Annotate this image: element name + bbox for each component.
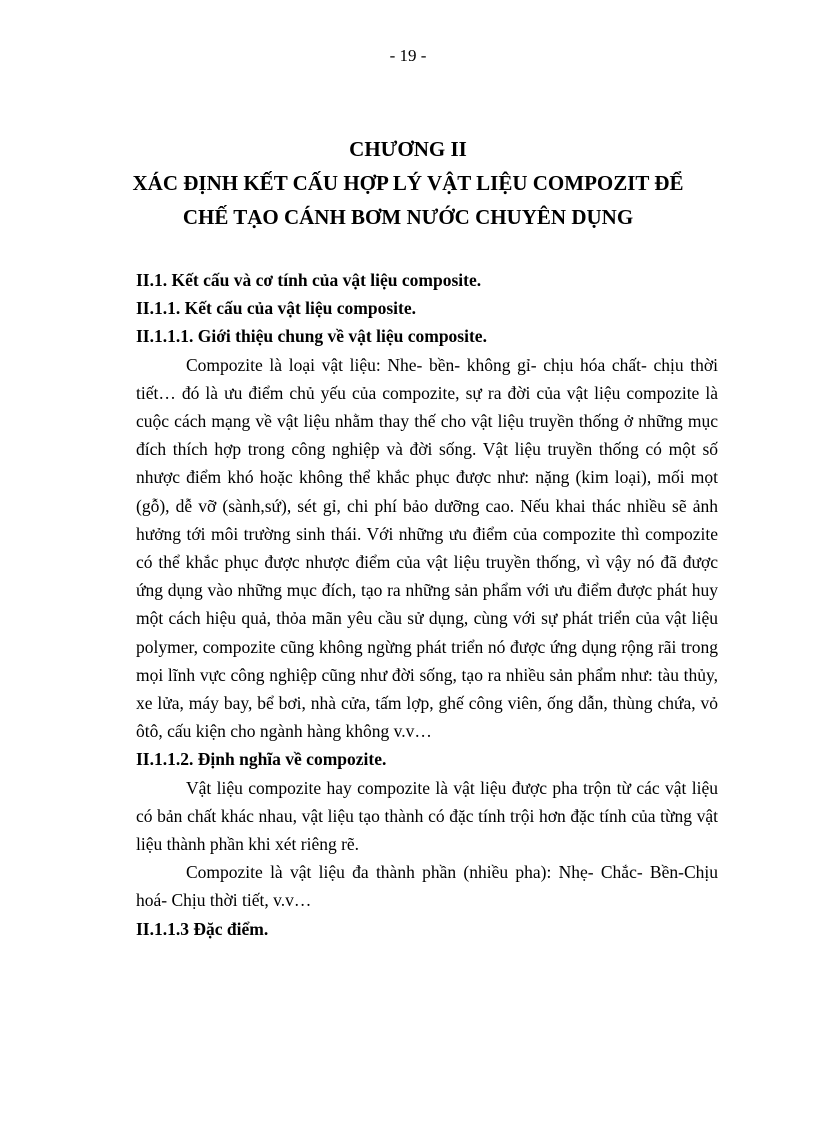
chapter-title-line-2: CHẾ TẠO CÁNH BƠM NƯỚC CHUYÊN DỤNG (182, 205, 634, 229)
paragraph-properties: Compozite là vật liệu đa thành phần (nhiều pha): Nhẹ- Chắc- Bền-Chịu hoá- Chịu thời tiết, v.v… (136, 862, 718, 911)
section-heading-ii-1-1-1: II.1.1.1. Giới thiệu chung về vật liệu composite. (136, 326, 487, 347)
chapter-title-line-1: XÁC ĐỊNH KẾT CẤU HỢP LÝ VẬT LIỆU COMPOZIT ĐỂ (132, 171, 684, 195)
chapter-heading (80, 132, 736, 234)
paragraph-introduction: Compozite là loại vật liệu: Nhe- bền- không gỉ- chịu hóa chất- chịu thời tiết… đó là ưu điểm chủ yếu của compozite, sự ra đời của vật liệu compozite là cuộc cách mạng về vật liệu nhằm thay thế cho vật liệu truyền thống ở những mục đích thích hợp trong công nghiệp và đời sống. Vật liệu truyền thống có một số nhược điểm khó hoặc không thể khắc phục được như: nặng (kim loại), mối mọt (gỗ), dễ vỡ (sành,sứ), sét gỉ, chi phí bảo dưỡng cao. Nếu khai thác nhiều sẽ ảnh hưởng tới môi trường sinh thái. Với những ưu điểm của compozite thì compozite có thể khắc phục được nhược điểm của vật liệu truyền thống, vì vậy nó đã được ứng dụng vào những mục đích, tạo ra những sản phẩm với ưu điểm được phát huy một cách hiệu quả, thỏa mãn yêu cầu sử dụng, cùng với sự phát triển của vật liệu polymer, compozite cũng không ngừng phát triển nó được ứng dụng rộng rãi trong mọi lĩnh vực công nghiệp cũng như đời sống, tạo ra nhiều sản phẩm như: tàu thủy, xe lửa, máy bay, bể bơi, nhà cửa, tấm lợp, ghế công viên, ống dẫn, thùng chứa, vỏ ôtô, cấu kiện cho ngành hàng không v.v… (136, 354, 718, 742)
paragraph-definition: Vật liệu compozite hay compozite là vật liệu được pha trộn từ các vật liệu có bản chất khác nhau, vật liệu tạo thành có đặc tính trội hơn đặc tính của từng vật liệu thành phần khi xét riêng rẽ. (136, 777, 718, 855)
section-heading-ii-1: II.1. Kết cấu và cơ tính của vật liệu composite. (136, 270, 482, 290)
page-number: - 19 - (389, 46, 427, 65)
document-body (136, 266, 718, 943)
section-heading-ii-1-1: II.1.1. Kết cấu của vật liệu composite. (136, 298, 416, 319)
section-heading-ii-1-1-3: II.1.1.3 Đặc điểm. (136, 918, 269, 939)
chapter-label: CHƯƠNG II (349, 137, 467, 161)
section-heading-ii-1-1-2: II.1.1.2. Định nghĩa về compozite. (136, 749, 387, 770)
